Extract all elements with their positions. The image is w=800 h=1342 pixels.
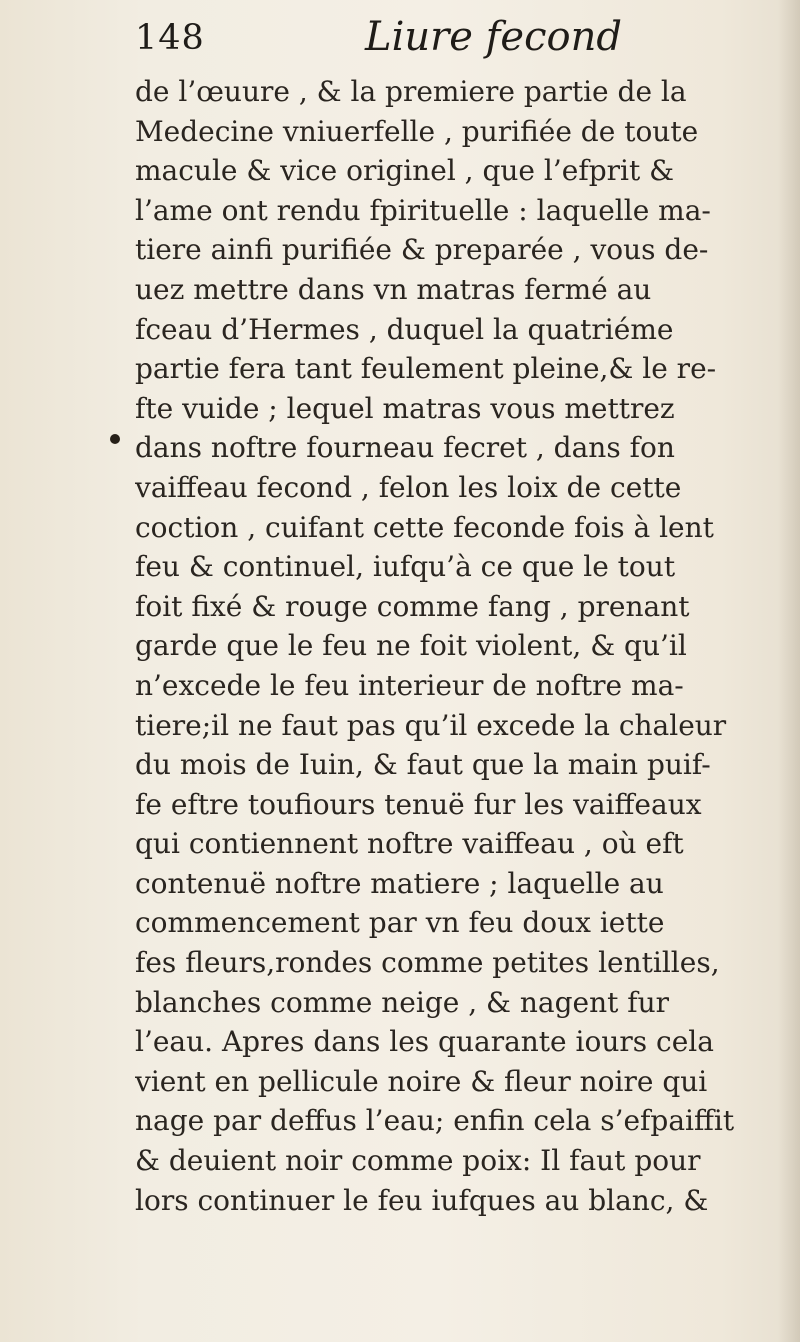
text-line: l’eau. Apres dans les quarante iours cela — [135, 1025, 714, 1059]
text-line: contenuë noftre matiere ; laquelle au — [135, 866, 664, 900]
page-number: 148 — [135, 18, 205, 58]
body-text — [135, 72, 775, 1220]
text-line: vaiffeau fecond , felon les loix de cette — [135, 470, 682, 504]
text-line: vient en pellicule noire & fleur noire qui — [135, 1064, 708, 1098]
text-line: fceau d’Hermes , duquel la quatriéme — [135, 312, 674, 346]
text-line: n’excede le feu interieur de noftre ma- — [135, 668, 684, 702]
text-line: du mois de Iuin, & faut que la main puif- — [135, 748, 711, 782]
text-line: fe eftre toufiours tenuë fur les vaiffeaux — [135, 787, 702, 821]
text-line: commencement par vn feu doux iette — [135, 906, 665, 940]
text-line: Medecine vniuerfelle , purifiée de toute — [135, 114, 699, 148]
text-line: macule & vice originel , que l’efprit & — [135, 154, 675, 188]
text-line: lors continuer le feu iufques au blanc, & — [135, 1183, 709, 1217]
text-line: de l’œuure , & la premiere partie de la — [135, 75, 687, 108]
text-line: feu & continuel, iufqu’à ce que le tout — [135, 550, 676, 584]
running-title: Liure fecond — [365, 14, 622, 60]
text-line: nage par deffus l’eau; enfin cela s’efpaiffit — [135, 1104, 735, 1138]
text-line: l’ame ont rendu fpirituelle : laquelle ma- — [135, 193, 711, 227]
text-line: partie fera tant feulement pleine,& le re- — [135, 352, 717, 386]
text-line: fes fleurs,rondes comme petites lentilles, — [135, 946, 720, 980]
margin-mark-icon — [110, 434, 120, 444]
text-line: qui contiennent noftre vaiffeau , où eft — [135, 827, 684, 861]
text-line: tiere;il ne faut pas qu’il excede la chaleur — [135, 708, 727, 742]
text-line: coction , cuifant cette feconde fois à lent — [135, 510, 714, 544]
text-line: foit fixé & rouge comme fang , prenant — [135, 589, 690, 623]
text-line: fte vuide ; lequel matras vous mettrez — [135, 391, 675, 425]
text-line: dans noftre fourneau fecret , dans fon — [135, 431, 675, 465]
text-line: garde que le feu ne foit violent, & qu’il — [135, 629, 687, 663]
text-line: blanches comme neige , & nagent fur — [135, 985, 670, 1019]
text-line: & deuient noir comme poix: Il faut pour — [135, 1144, 701, 1178]
text-line: uez mettre dans vn matras fermé au — [135, 272, 652, 306]
page-header — [135, 14, 775, 64]
text-line: tiere ainfi purifiée & preparée , vous de- — [135, 233, 709, 267]
page-edge-shadow — [778, 0, 800, 1342]
